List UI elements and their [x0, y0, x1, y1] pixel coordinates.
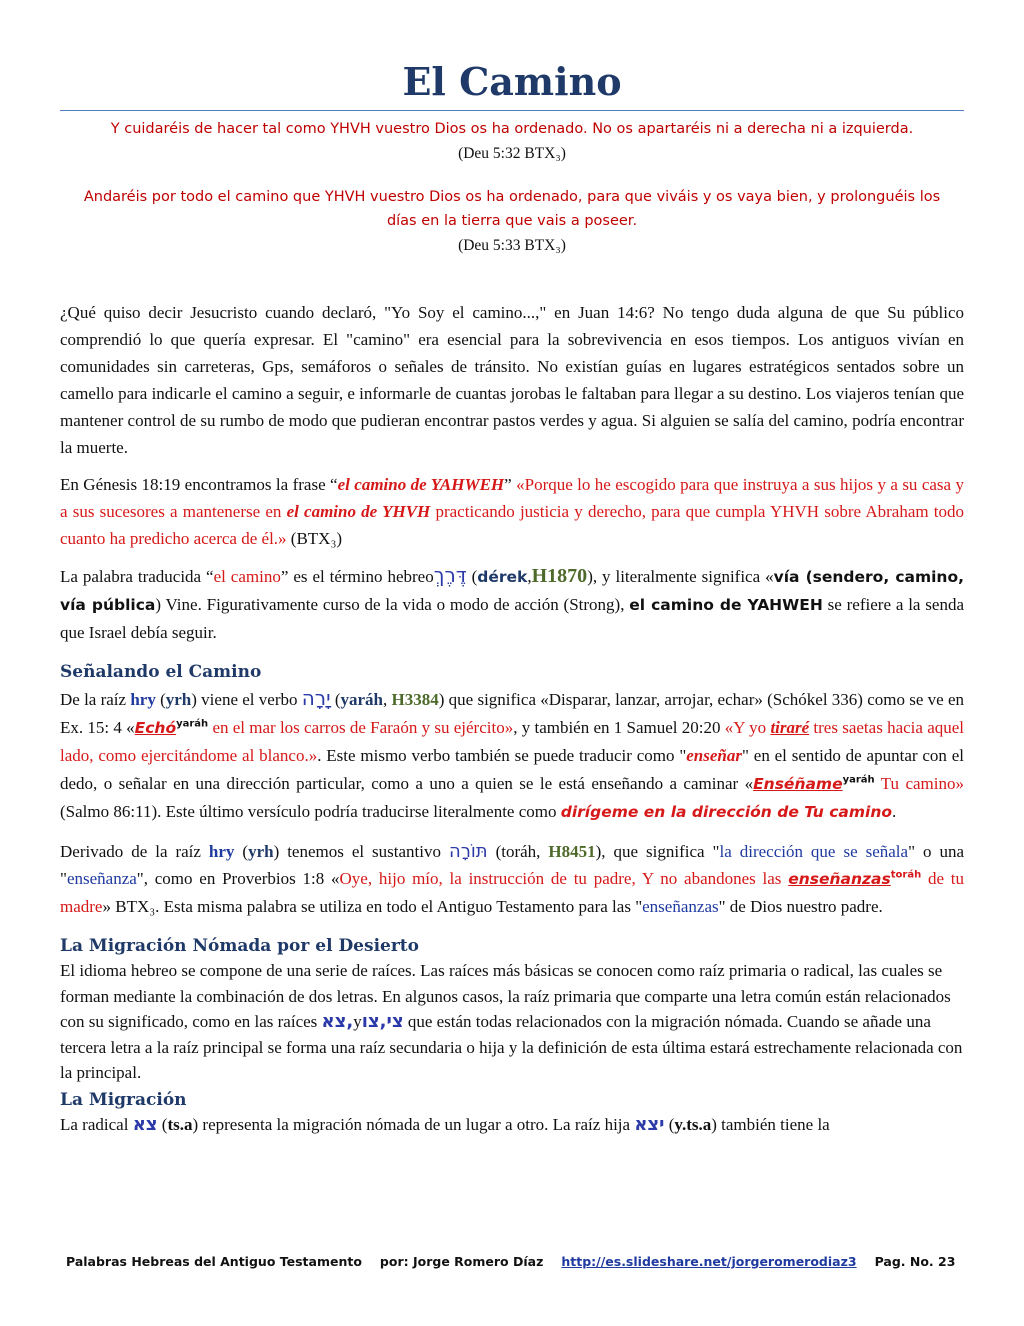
footer-link[interactable]: http://es.slideshare.net/jorgeromerodiaz3: [561, 1254, 857, 1269]
emphasis: el camino de YAHWEH: [337, 475, 505, 494]
text: El idioma hebreo se compone de una serie de raíces. Las raíces más básicas se conocen como raíz primaria o radical, las cuales se forman mediante la combinación de dos letras. En algunos casos, la raíz primaria que comparte una letra común están relacionados con su significado, como en las raíces: [60, 961, 951, 1031]
paragraph-derek: [60, 562, 964, 646]
text: ), que significa ": [595, 842, 720, 861]
text: ) también tiene la: [711, 1114, 830, 1134]
hebrew-word: דֶּרֶךְ: [433, 563, 467, 587]
section-heading-migracion: La Migración: [60, 1089, 187, 1110]
hebrew-word: יָרָה: [301, 686, 331, 710]
definition: vía (sendero, camino, vía pública: [60, 568, 964, 614]
text: ,: [527, 567, 532, 586]
root: hry: [208, 842, 235, 861]
section-heading-migracion-nomada: La Migración Nómada por el Desierto: [60, 936, 419, 956]
emphasis: enseñanzas: [788, 870, 891, 888]
hebrew-root: צא: [132, 1113, 158, 1135]
text: " o una ": [60, 842, 964, 888]
hebrew-root: יצא: [634, 1113, 665, 1135]
text: ) representa la migración nómada de un lugar a otro. La raíz hija: [192, 1114, 635, 1134]
text: se refiere a la senda que Israel debía seguir.: [60, 595, 964, 642]
text: La radical: [60, 1114, 133, 1134]
root-translit: yrh: [165, 690, 192, 709]
text: (toráh,: [487, 842, 549, 861]
text: (: [234, 842, 249, 861]
transliteration: dérek: [477, 568, 528, 586]
text: y: [353, 1012, 362, 1031]
quote: Oye, hijo mío, la instrucción de tu padre, Y no abandones las: [339, 869, 789, 888]
emphasis: Echó: [134, 719, 177, 737]
root: hry: [130, 690, 156, 709]
text: De la raíz: [60, 690, 131, 709]
page-footer: [66, 1254, 964, 1269]
emphasis: el camino de YHVH: [286, 502, 431, 521]
title-divider: [60, 110, 964, 111]
epigraph-reference-2: (Deu 5:33 BTX₃): [458, 237, 566, 254]
text: ) que significa «Disparar, lanzar, arrojar, echar» (Schókel 336) como se ve en Ex. 15: 4 «: [60, 690, 964, 737]
paragraph-yarah: [60, 684, 964, 826]
hebrew-root: צי,צו: [361, 1011, 404, 1032]
meaning: enseñanzas: [642, 897, 719, 916]
quote: de tu madre: [60, 869, 964, 916]
emphasis: enseñar: [686, 746, 742, 765]
text: (: [664, 1114, 675, 1134]
quote: Tu camino»: [874, 774, 964, 793]
text: Derivado de la raíz: [60, 842, 209, 861]
emphasis: el camino de YAHWEH: [629, 596, 823, 614]
footer-page-number: Pag. No. 23: [874, 1254, 956, 1269]
text: ) Vine. Figurativamente curso de la vida o modo de acción (Strong),: [155, 595, 630, 614]
emphasis: dirígeme en la dirección de Tu camino: [560, 803, 893, 821]
hebrew-root: צא,: [321, 1011, 354, 1032]
text: . Este mismo verbo también se puede traducir como ": [317, 746, 687, 765]
text: (: [155, 690, 166, 709]
epigraph-reference-1: (Deu 5:32 BTX₃): [458, 145, 566, 162]
superscript: toráh: [890, 869, 922, 881]
text: que están todas relacionados con la migración nómada. Cuando se añade una tercera letra a la raíz principal se forma una raíz secundaria o hija y la definición de esta última estará estrechamente relacionada con la principal.: [60, 1012, 963, 1082]
text: ) tenemos el sustantivo: [273, 842, 449, 861]
quote: «Porque lo he escogido para que instruya a sus hijos y a su casa y a sus sucesores a mantenerse en: [60, 475, 965, 521]
paragraph-radical: [60, 1112, 964, 1138]
text: " de Dios nuestro padre.: [718, 897, 883, 916]
quote: «Y yo: [724, 718, 771, 737]
quote: en el mar los carros de Faraón y su ejército»: [208, 718, 514, 737]
term: el camino: [213, 567, 281, 586]
superscript: yaráh: [842, 774, 875, 786]
text: ), y literalmente significa «: [587, 567, 774, 586]
footer-book-title: Palabras Hebreas del Antiguo Testamento: [66, 1254, 362, 1269]
quote: tres saetas hacia aquel lado, como ejercitándome al blanco.»: [60, 718, 965, 765]
footer-author: por: Jorge Romero Díaz: [379, 1254, 544, 1269]
section-heading-senalando: Señalando el Camino: [60, 662, 262, 682]
superscript: yaráh: [176, 718, 209, 730]
transliteration: y.ts.a: [674, 1114, 712, 1134]
text: ,: [382, 690, 392, 709]
hebrew-word: תּוֹרָה: [448, 841, 488, 862]
transliteration: ts.a: [167, 1114, 193, 1134]
page-title: El Camino: [402, 59, 622, 104]
epigraph-verse-1: Y cuidaréis de hacer tal como YHVH vuestro Dios os ha ordenado. No os apartaréis ni a derecha ni a izquierda.: [110, 121, 914, 137]
text: ", como en Proverbios 1:8 «: [136, 869, 340, 888]
text: " en el sentido de apuntar con el dedo, o señalar en una dirección particular, como a uno a quien se le está enseñando a caminar «: [60, 746, 964, 793]
text: En Génesis 18:19 encontramos la frase “: [60, 475, 338, 494]
text: La palabra traducida “: [60, 567, 214, 586]
reference: (BTX₃): [286, 529, 343, 548]
text: ) viene el verbo: [191, 690, 302, 709]
text: ” es el término hebreo: [280, 567, 434, 586]
epigraph-verse-2: Andaréis por todo el camino que YHVH vuestro Dios os ha ordenado, para que viváis y os vaya bien, y prolonguéis los días en la tierra que vais a poseer.: [83, 189, 941, 229]
text: (: [157, 1114, 168, 1134]
strong-number: H8451: [548, 842, 596, 861]
text: (: [466, 567, 478, 586]
meaning: la dirección que se señala: [719, 842, 909, 861]
emphasis: tiraré: [770, 718, 810, 737]
transliteration: yaráh: [340, 690, 383, 709]
strong-number: H3384: [391, 690, 439, 709]
text: (: [330, 690, 341, 709]
strong-number: H1870: [531, 565, 588, 587]
text: » BTX₃. Esta misma palabra se utiliza en todo el Antiguo Testamento para las ": [102, 897, 643, 916]
text: (Salmo 86:11). Este último versículo podría traducirse literalmente como: [60, 802, 561, 821]
text: , y también en 1 Samuel 20:20: [513, 718, 725, 737]
text: .: [892, 802, 897, 821]
text: ”: [504, 475, 517, 494]
root-translit: yrh: [248, 842, 274, 861]
paragraph-torah: [60, 838, 964, 920]
paragraph-intro: ¿Qué quiso decir Jesucristo cuando declaró, "Yo Soy el camino...," en Juan 14:6? No tengo duda alguna de que Su público comprendió lo que quería expresar. El "camino" era esencial para la sobrevivencia en esos tiempos. Los antiguos vivían en comunidades sin carreteras, Gps, semáforos o señales de tránsito. No existían guías en lugares estratégicos sentados sobre un camello para indicarle el camino a seguir, e informarle de cuantas jorobas le faltaban para llegar a su destino. Los viajeros tenían que mantener control de su rumbo de modo que pudieran encontrar pastos verdes y agua. Si alguien se salía del camino, podría encontrar la muerte.: [60, 303, 964, 457]
meaning: enseñanza: [66, 869, 137, 888]
paragraph-roots: [60, 958, 964, 1086]
emphasis: Enséñame: [753, 775, 843, 793]
quote: practicando justicia y derecho, para que cumpla YHVH sobre Abraham todo cuanto ha predicho acerca de él.»: [60, 502, 965, 548]
paragraph-genesis: [60, 471, 964, 552]
